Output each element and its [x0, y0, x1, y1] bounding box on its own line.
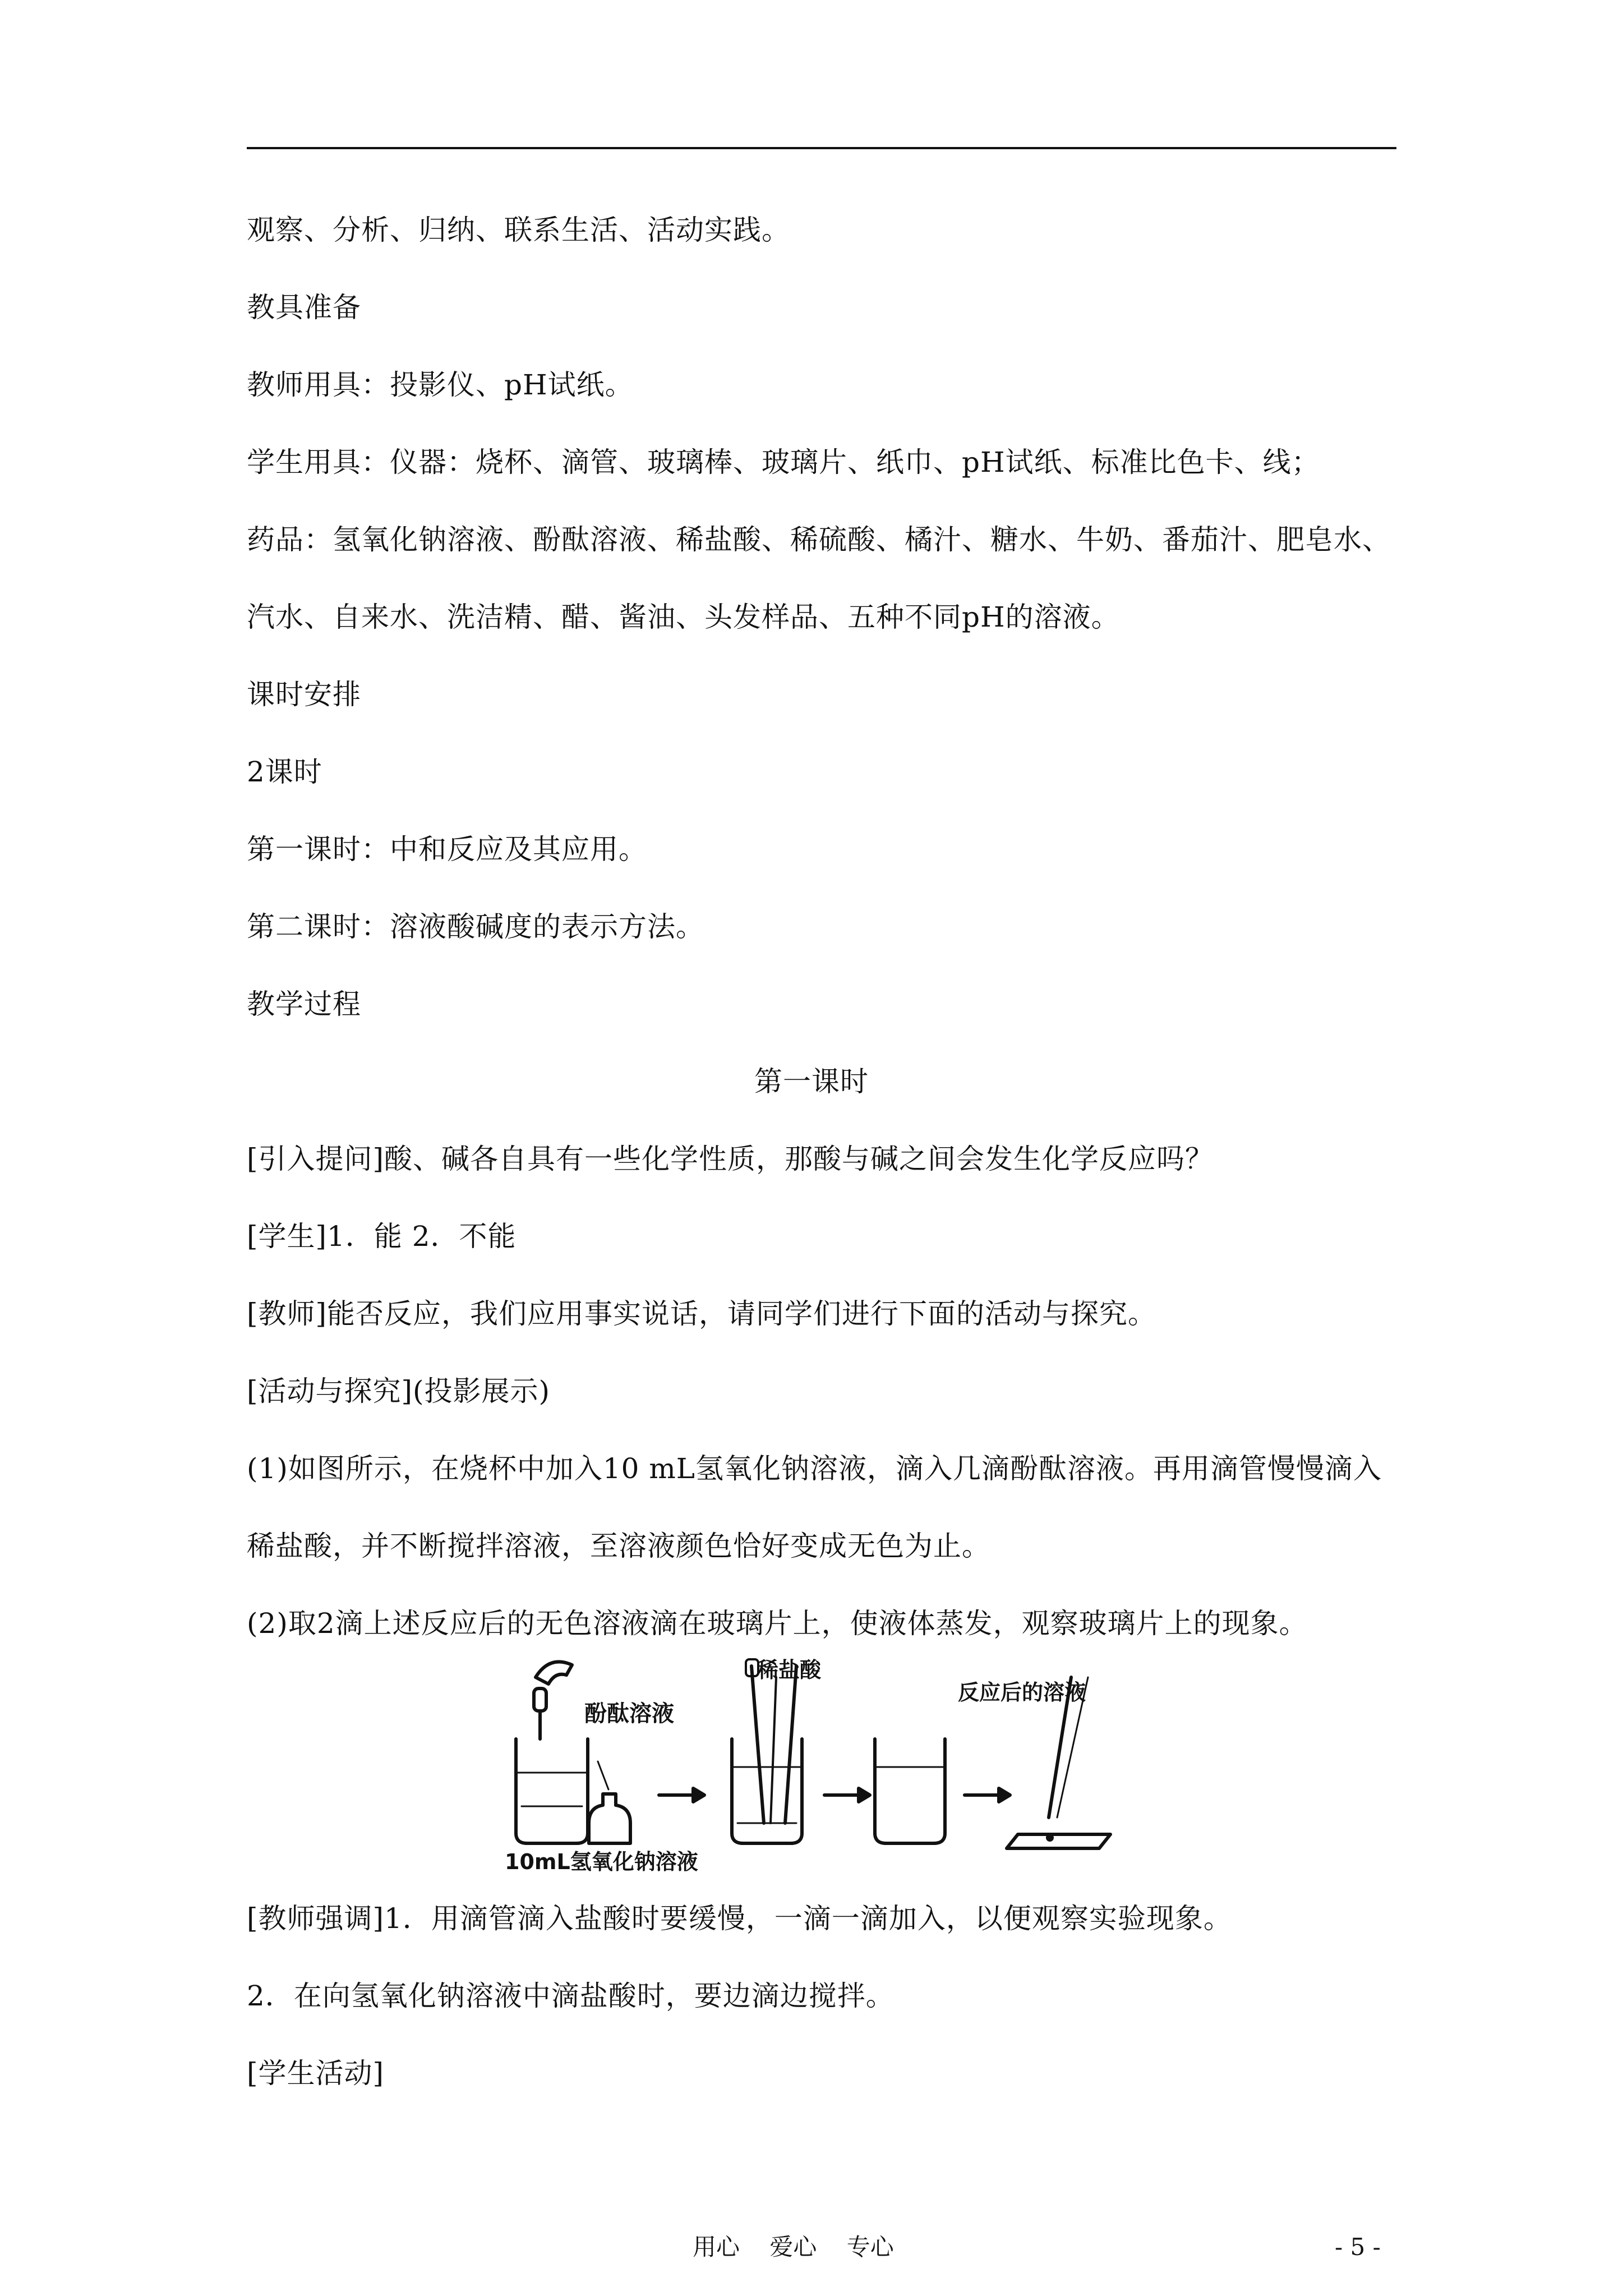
dropper-icon — [534, 1688, 546, 1711]
label-after-reaction: 反应后的溶液 — [958, 1680, 1086, 1705]
label-phenolphthalein: 酚酞溶液 — [584, 1701, 674, 1727]
text-line-teacher: [教师]能否反应，我们应用事实说话，请同学们进行下面的活动与探究。 — [247, 1297, 1157, 1330]
glass-slide-icon — [1007, 1834, 1110, 1848]
arrow-2-icon — [859, 1788, 870, 1802]
text-line-activity: [活动与探究](投影展示) — [247, 1375, 551, 1407]
text-line-step-2: (2)取2滴上述反应后的无色溶液滴在玻璃片上，使液体蒸发，观察玻璃片上的现象。 — [247, 1607, 1308, 1640]
text-line-student-answer: [学生]1．能 2．不能 — [247, 1220, 517, 1253]
text-line-teacher-tools: 教师用具：投影仪、pH试纸。 — [247, 369, 634, 401]
arrow-1-icon — [693, 1788, 704, 1802]
text-line-step-1b: 稀盐酸，并不断搅拌溶液，至溶液颜色恰好变成无色为止。 — [247, 1530, 990, 1562]
text-line-student-tools: 学生用具：仪器：烧杯、滴管、玻璃棒、玻璃片、纸巾、pH试纸、标准比色卡、线； — [247, 446, 1320, 478]
text-line-student-activity: [学生活动] — [247, 2057, 385, 2090]
section-heading-process: 教学过程 — [247, 988, 361, 1020]
text-line-reagents-2: 汽水、自来水、洗洁精、醋、酱油、头发样品、五种不同pH的溶液。 — [247, 601, 1120, 633]
header-rule — [247, 147, 1396, 149]
text-line-reagents-1: 药品：氢氧化钠溶液、酚酞溶液、稀盐酸、稀硫酸、橘汁、糖水、牛奶、番茄汁、肥皂水、 — [247, 523, 1391, 556]
beaker-3-icon — [875, 1739, 945, 1843]
text-line-second-period: 第二课时：溶液酸碱度的表示方法。 — [247, 910, 704, 943]
text-line-1: 观察、分析、归纳、联系生活、活动实践。 — [247, 214, 790, 246]
text-line-intro-question: [引入提问]酸、碱各自具有一些化学性质，那酸与碱之间会发生化学反应吗？ — [247, 1143, 1214, 1175]
arrow-3-icon — [999, 1788, 1010, 1802]
text-line-emphasis-2: 2．在向氢氧化钠溶液中滴盐酸时，要边滴边搅拌。 — [247, 1980, 895, 2012]
text-line-first-period: 第一课时：中和反应及其应用。 — [247, 833, 647, 866]
beaker-1-icon — [516, 1739, 588, 1843]
label-naoh: 10mL氢氧化钠溶液 — [505, 1849, 698, 1874]
section-heading-equipment: 教具准备 — [247, 291, 361, 324]
experiment-figure — [505, 1655, 1133, 1874]
text-line-step-1a: (1)如图所示，在烧杯中加入10 mL氢氧化钠溶液，滴入几滴酚酞溶液。再用滴管慢慢滴入 — [247, 1452, 1382, 1485]
text-line-periods: 2课时 — [247, 756, 322, 788]
text-line-teacher-emphasis: [教师强调]1．用滴管滴入盐酸时要缓慢，一滴一滴加入，以便观察实验现象。 — [247, 1902, 1232, 1935]
page-number: - 5 - — [1335, 2233, 1381, 2261]
bottle-icon — [589, 1794, 630, 1843]
footer-motto: 用心 爱心 专心 — [693, 2233, 894, 2261]
subheading-first-period: 第一课时 — [754, 1065, 869, 1098]
section-heading-schedule: 课时安排 — [247, 678, 361, 711]
hand-icon — [536, 1662, 572, 1684]
label-hcl: 稀盐酸 — [757, 1658, 822, 1682]
